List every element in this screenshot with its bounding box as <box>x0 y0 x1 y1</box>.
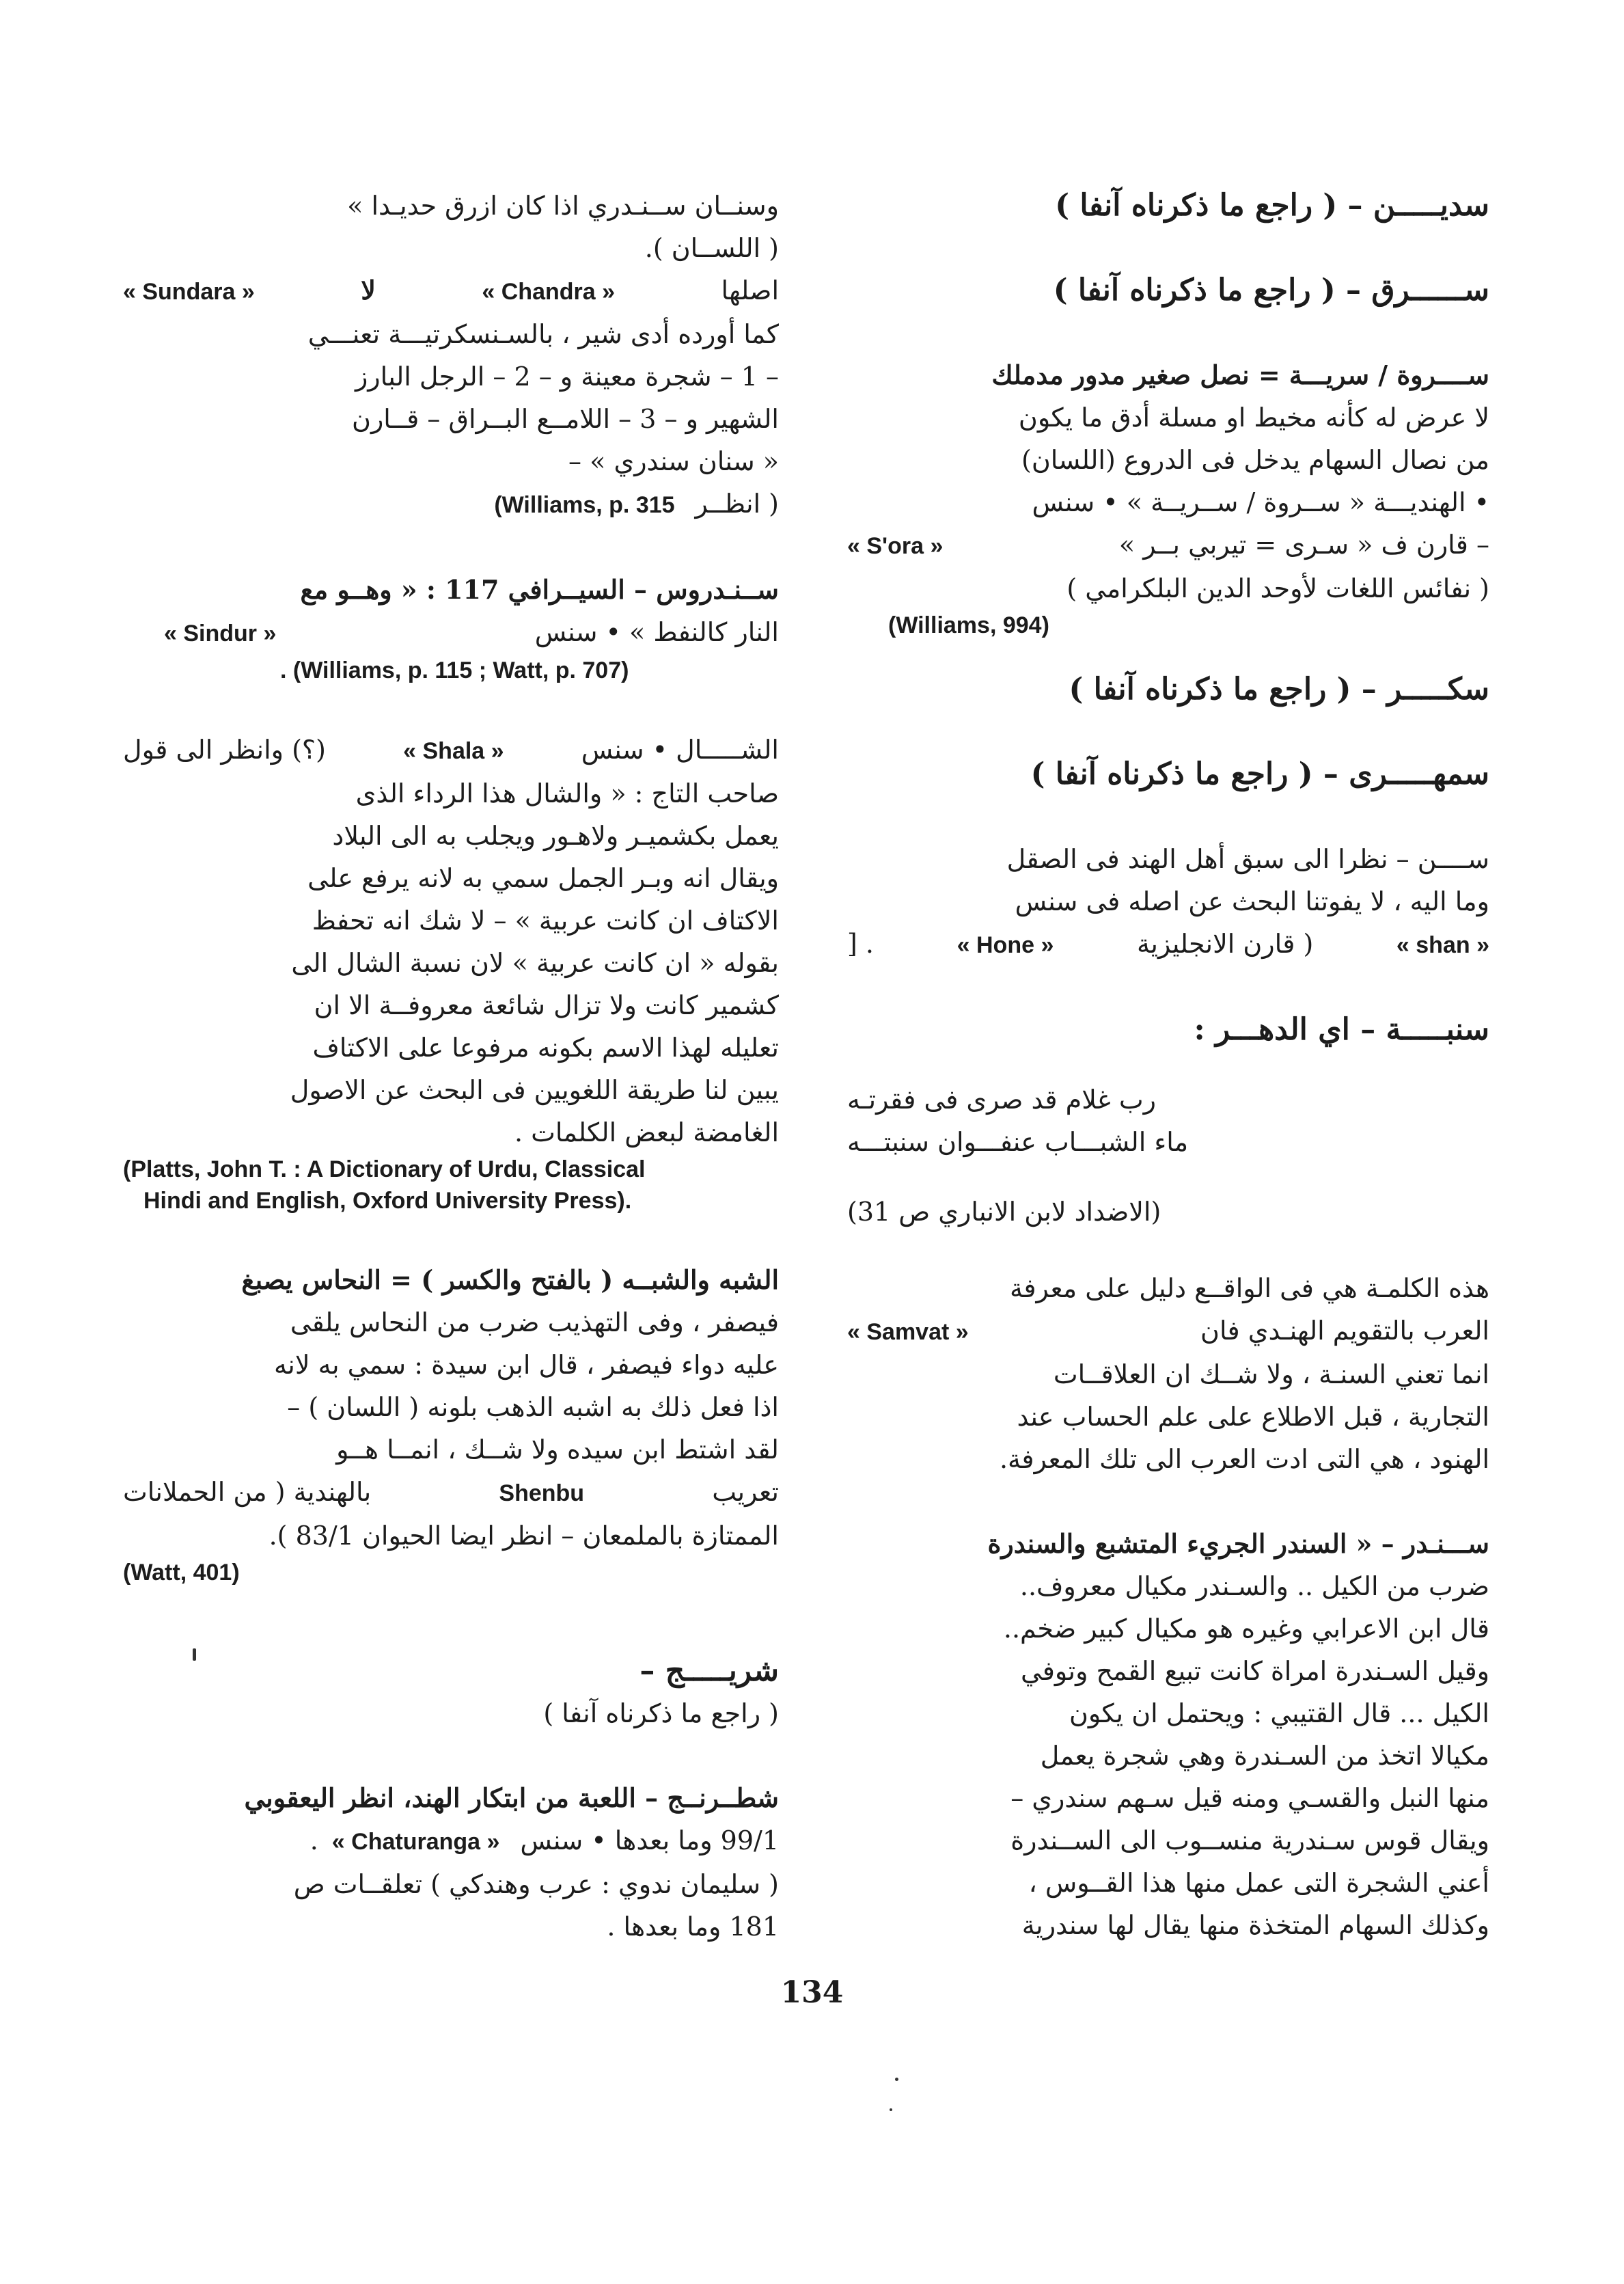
text-line <box>123 440 779 482</box>
text-span: الهنود ، هي التى ادت العرب الى تلك المعرفة. <box>999 1444 1489 1474</box>
text-line <box>847 354 1489 396</box>
text-line <box>847 1904 1489 1946</box>
text-line <box>123 772 779 815</box>
source-citation: (Williams, 994) <box>888 612 1049 638</box>
text-line <box>123 355 779 398</box>
text-span: اصلها <box>721 275 779 305</box>
headword-line: سكـــــر – ( راجع ما ذكرناه آنفا ) <box>1069 672 1489 707</box>
latin-term: « Chandra » <box>482 279 616 305</box>
text-line <box>847 1009 1489 1051</box>
text-span: الغامضة لبعض الكلمات . <box>514 1117 779 1147</box>
latin-term: « Samvat » <box>847 1319 969 1345</box>
text-line <box>847 481 1489 524</box>
source-citation: Hindi and English, Oxford University Press). <box>143 1188 632 1214</box>
text-line <box>123 1386 779 1428</box>
headword-line: الشبه والشبــه ( بالفتح والكسر ) = النحاس يصبغ <box>241 1264 779 1295</box>
text-line <box>123 313 779 355</box>
text-span: بالهندية ( من الحملانات <box>123 1477 372 1507</box>
entry-sinan-cont <box>123 185 779 526</box>
entry-sarwa <box>847 354 1489 641</box>
text-span: وقيل السـندرة امراة كانت تبيع القمح وتوفي <box>1021 1656 1489 1686</box>
text-line <box>847 269 1489 312</box>
scan-speck <box>890 2108 892 2111</box>
text-line <box>123 227 779 269</box>
text-line <box>123 899 779 942</box>
text-line <box>123 569 779 611</box>
text-span: 99/1 وما بعدها • سنس <box>520 1825 779 1855</box>
entry-shal <box>123 729 779 1216</box>
headword-line: ســنـدروس – السيــرافي 117 : « وهــو مع <box>300 574 779 605</box>
text-span: التجارية ، قبل الاطلاع على علم الحساب عند <box>1017 1402 1489 1432</box>
text-span: أعني الشجرة التى عمل منها هذا القــوس ، <box>1028 1868 1489 1898</box>
text-line <box>123 984 779 1027</box>
source-citation: (Williams, p. 315 <box>494 492 675 518</box>
entry-sadin <box>847 185 1489 227</box>
text-line <box>847 1819 1489 1862</box>
text-span: كما أورده أدى شير ، بالسـنسكرتيـــة تعنـــي <box>307 319 779 349</box>
scan-speck <box>895 2078 898 2081</box>
source-citation: . (Williams, p. 115 ; Watt, p. 707) <box>280 657 629 683</box>
text-span: 181 وما بعدها . <box>607 1912 779 1942</box>
source-citation: (Watt, 401) <box>123 1560 240 1586</box>
latin-term: « Shala » <box>403 738 504 764</box>
text-line <box>123 1259 779 1301</box>
source-citation: (Platts, John T. : A Dictionary of Urdu, Classical <box>123 1156 646 1182</box>
right-column <box>847 185 1489 1989</box>
text-span: ويقال قوس سـندرية منســوب الى الســندرة <box>1010 1825 1489 1855</box>
latin-term: « Hone » <box>956 932 1054 958</box>
entry-shatranj <box>123 1777 779 1948</box>
text-line <box>123 1692 779 1735</box>
headword-line: ســــروة / سريـــة = نصل صغير مدور مدملك <box>991 359 1489 390</box>
text-span: قال ابن الاعرابي وغيره هو مكيال كبير ضخم.. <box>1003 1614 1489 1644</box>
text-line <box>123 1777 779 1819</box>
text-span: وكذلك السهام المتخذة منها يقال لها سندرية <box>1021 1910 1489 1940</box>
text-line <box>847 753 1489 796</box>
text-line <box>123 1428 779 1471</box>
left-column <box>123 185 779 1990</box>
text-line <box>847 567 1489 610</box>
text-line <box>123 1471 779 1514</box>
text-line <box>847 1735 1489 1777</box>
entry-shabah <box>123 1259 779 1588</box>
text-span: يبين لنا طريقة اللغويين فى البحث عن الاصول <box>290 1075 779 1105</box>
text-span: صاحب التاج : « والشال هذا الرداء الذى <box>355 778 779 808</box>
entry-sanba <box>847 1009 1489 1051</box>
text-span: وما اليه ، لا يفوتنا البحث عن اصله فى سنس <box>1015 886 1489 916</box>
text-line <box>123 1111 779 1154</box>
text-line <box>847 1650 1489 1692</box>
text-span: ( قارن الانجليزية <box>1137 929 1314 959</box>
text-span: • الهنديـــة « ســروة / ســريــة » • سنس <box>1032 487 1489 517</box>
text-line <box>847 396 1489 439</box>
entry-sandarus <box>123 569 779 686</box>
poem-citation <box>847 1191 1489 1233</box>
text-line <box>123 1069 779 1111</box>
text-span: ضرب من الكيل .. والسـندر مكيال معروف.. <box>1019 1571 1489 1601</box>
text-span: ويقال انه وبـر الجمل سمي به لانه يرفع على <box>307 863 779 893</box>
entry-sinn <box>847 838 1489 966</box>
entry-sarq <box>847 269 1489 312</box>
entry-samvat <box>847 1267 1489 1480</box>
text-line <box>123 857 779 899</box>
headword-line: سديـــــن – ( راجع ما ذكرناه آنفا ) <box>1055 188 1489 223</box>
page-number: 134 <box>780 1975 844 2010</box>
entry-sukkar <box>847 668 1489 711</box>
text-line <box>123 942 779 984</box>
text-span: تعريب <box>712 1477 779 1507</box>
text-line <box>847 1309 1489 1353</box>
text-span: – 1 – شجرة معينة و – 2 – الرجل البارز <box>355 362 779 392</box>
entry-samhari <box>847 753 1489 796</box>
text-line <box>123 185 779 227</box>
entry-sharij <box>123 1650 779 1735</box>
entry-sindar <box>847 1523 1489 1946</box>
text-span: ( راجع ما ذكرناه آنفا ) <box>543 1698 779 1728</box>
text-line <box>123 269 779 313</box>
text-span: الكيل ... قال القتيبي : ويحتمل ان يكون <box>1069 1698 1489 1728</box>
text-line <box>123 1650 779 1692</box>
headword-line: ســــن – نظرا الى سبق أهل الهند فى الصقل <box>1006 844 1489 874</box>
text-line <box>847 1565 1489 1607</box>
headword-line: سنبـــــة – اي الدهـــر : <box>1194 1012 1489 1047</box>
text-span: منها النبل والقسـي ومنه قيل سـهم سندري – <box>1010 1783 1489 1813</box>
text-span: « سنان سندري » – <box>568 446 779 476</box>
text-span: . [ <box>847 929 874 959</box>
text-span: فيصفر ، وفى التهذيب ضرب من النحاس يلقى <box>290 1307 779 1337</box>
latin-term: Shenbu <box>499 1480 585 1506</box>
text-line <box>847 880 1489 923</box>
text-line <box>847 923 1489 966</box>
text-line <box>847 1523 1489 1565</box>
text-line <box>123 729 779 772</box>
text-line <box>847 185 1489 227</box>
text-line <box>123 1819 779 1863</box>
latin-term: « Chaturanga » <box>331 1829 500 1855</box>
text-span: اذا فعل ذلك به اشبه الذهب بلونه ( اللسان ) – <box>287 1392 779 1422</box>
text-span: – قارن ف « سـرى = تيربي بــر » <box>1118 530 1489 560</box>
text-line <box>847 1692 1489 1735</box>
text-span: يعمل بكشميـر ولاهـور ويجلب به الى البلاد <box>332 821 779 851</box>
headword-line: شريـــــج – <box>639 1653 779 1688</box>
text-span: ماء الشبـــاب عنفـــوان سنبتـــه <box>847 1127 1189 1157</box>
text-span: الممتازة بالملمعان – انظر ايضا الحيوان 83/1 ). <box>269 1521 779 1551</box>
text-span: الشهير و – 3 – اللامــع البــراق – قــارن <box>352 404 779 434</box>
verse-line <box>847 1078 1489 1121</box>
text-line <box>123 1863 779 1905</box>
text-span: العرب بالتقويم الهنـدي فان <box>1200 1316 1489 1346</box>
text-line <box>123 611 779 655</box>
text-line <box>847 1607 1489 1650</box>
headword-line: الشـــــال • سنس <box>581 735 779 765</box>
text-span: كشمير كانت ولا تزال شائعة معروفــة الا ان <box>314 990 779 1020</box>
text-span: ( انظــر <box>695 489 779 519</box>
headword-line: شطــرنــج – اللعبة من ابتكار الهند، انظر اليعقوبي <box>244 1782 779 1813</box>
text-span: انما تعني السنـة ، ولا شــك ان العلاقــات <box>1053 1359 1489 1389</box>
text-span: (؟) وانظر الى قول <box>123 735 326 765</box>
text-line <box>123 815 779 857</box>
headword-line: سمهـــــرى – ( راجع ما ذكرناه آنفا ) <box>1030 757 1489 791</box>
text-line <box>123 1905 779 1948</box>
text-line <box>847 1396 1489 1438</box>
text-line <box>847 439 1489 481</box>
text-line <box>847 1862 1489 1904</box>
text-span: ( نفائس اللغات لأوحد الدين البلكرامي ) <box>1066 573 1489 603</box>
text-line <box>123 1301 779 1344</box>
text-line <box>847 524 1489 567</box>
text-span: مكيالا اتخذ من السـندرة وهي شجرة يعمل <box>1040 1741 1489 1771</box>
text-span: . <box>309 1825 318 1855</box>
text-span: لقد اشتط ابن سيده ولا شــك ، انمــا هــو <box>336 1435 779 1465</box>
text-line <box>123 1027 779 1069</box>
latin-term: « Sundara » <box>123 279 255 305</box>
text-span: ( سليمان ندوي : عرب وهندكي ) تعلقــات ص <box>293 1869 779 1899</box>
verse-line <box>847 1121 1489 1163</box>
text-line <box>847 1353 1489 1396</box>
text-line <box>847 1267 1489 1309</box>
headword-line: ســـنـدر – « السندر الجريء المتشبع والسندرة <box>987 1528 1489 1559</box>
text-span: بقوله « ان كانت عربية » لان نسبة الشال الى <box>291 948 779 978</box>
text-line <box>847 1438 1489 1480</box>
poem <box>847 1065 1489 1233</box>
text-span: الاكتاف ان كانت عربية » – لا شك انه تحفظ <box>312 906 779 936</box>
text-span: تعليله لهذا الاسم بكونه مرفوعا على الاكتاف <box>312 1033 779 1063</box>
text-span: وسنــان ســنـدري اذا كان ازرق حديـدا » <box>347 191 779 221</box>
text-span: من نصال السهام يدخل فى الدروع (اللسان) <box>1021 445 1489 475</box>
latin-term: « shan » <box>1396 932 1489 958</box>
text-line <box>847 668 1489 711</box>
text-span: (الاضداد لابن الانباري ص 31) <box>847 1197 1161 1227</box>
headword-line: ســــــرق – ( راجع ما ذكرناه آنفا ) <box>1053 273 1489 308</box>
latin-term: « S'ora » <box>847 533 944 559</box>
text-line <box>123 398 779 440</box>
text-span: النار كالنفط » • سنس <box>534 617 779 647</box>
text-span: عليه دواء فيصفر ، قال ابن سيدة : سمي به لانه <box>273 1350 779 1380</box>
scan-speck <box>193 1648 196 1661</box>
text-span: هذه الكلمـة هي فى الواقــع دليل على معرفة <box>1009 1273 1489 1303</box>
text-span: رب غلام قد صرى فى فقرتـه <box>847 1085 1156 1115</box>
text-span: لا عرض له كأنه مخيط او مسلة أدق ما يكون <box>1018 403 1489 433</box>
latin-term: « Sindur » <box>164 621 277 647</box>
text-span: ( اللســان ). <box>644 233 779 263</box>
text-line <box>123 1514 779 1557</box>
text-line <box>123 1344 779 1386</box>
text-span: لا <box>361 275 376 305</box>
text-line <box>123 482 779 526</box>
text-line <box>847 1777 1489 1819</box>
text-line <box>847 838 1489 880</box>
